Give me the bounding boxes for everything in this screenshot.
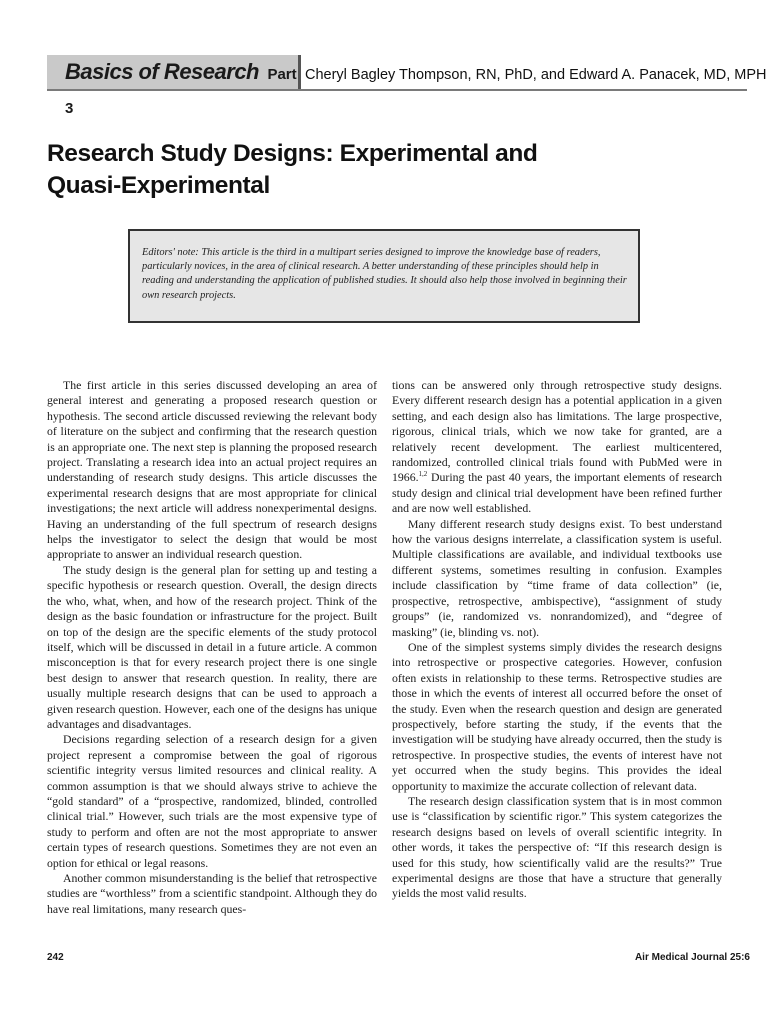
paragraph: The research design classification system that is in most common use is “classification by scientific rigor.” This system categorizes the research designs based on levels of overall scientific integrity. In other words, it takes the perspective of: “If this research design is used for this study, how scientifically valid are the results?” True experimental designs are those that have a structure that generally yields the most valid results.	[392, 793, 722, 901]
paragraph: The first article in this series discussed developing an area of general interest and generating a proposed research question or hypothesis. The second article discussed reviewing the relevant body of literature on the subject and confirming that the research question is an appropriate one. The next step is planning the proposed research project. Translating a research idea into an actual project requires an understanding of research study designs. This article discusses the experimental research designs that are most appropriate for clinical investigations; the next article will address nonexperimental designs. Having an understanding of the full spectrum of research designs helps the investigator to select the design that would be most appropriate to answer an individual research question.	[47, 378, 377, 562]
paragraph: One of the simplest systems simply divides the research designs into retrospective or prospective categories. However, confusion often exists in relationship to these terms. Retrospective studies are those in which the events of interest all occurred before the onset of the study. Even when the research question and design are generated prospectively, before starting the study, if the events that the investigation will be studying have already occurred, then the study is retrospective. In prospective studies, the events of interest have not yet occurred when the study begins. This provides the ideal opportunity to maximize the accurate collection of relevant data.	[392, 639, 722, 793]
journal-reference: Air Medical Journal 25:6	[634, 952, 750, 963]
paragraph: Decisions regarding selection of a research design for a given project represent a compromise between the goal of rigorous scientific integrity versus limited resources and clinical reality. A common assumption is that we should always strive to achieve the “gold standard” of a “prospective, randomized, blinded, controlled clinical trial.” However, such trials are the most expensive type of study to perform and often are not the most appropriate to answer certain types of research questions. Sometimes they are not even an option for ethical or legal reasons.	[47, 732, 377, 870]
paragraph: Another common misunderstanding is the belief that retrospective studies are “worthless” from a scientific standpoint. Although they do have real limitations, many research ques-	[47, 871, 377, 916]
series-tab	[47, 55, 301, 117]
paragraph-text: tions can be answered only through retrospective study designs. Every different research design has a potential application in a given setting, and each design also has limitations. The large prospective, rigorous, clinical trials, which we now take for granted, are a relatively recent development. The earliest multicentered, randomized, controlled clinical trials found with PubMed were in 1966.	[392, 378, 722, 485]
paragraph-text: During the past 40 years, the important elements of research study design and clinical trial development have been refined further and are now well established.	[392, 470, 722, 516]
paragraph-continued	[392, 378, 722, 517]
paragraph: The study design is the general plan for setting up and testing a specific hypothesis or research question. Overall, the design directs the who, what, when, and how of the research project. Think of the design as the basic foundation or infrastructure for the project. Built on top of the design are the specific elements of the study protocol itself, which will be discussed in detail in a future article. A common misconception is that for every research project there is one single best design to answer that research question. In reality, there are usually multiple research designs that can be used to approach a given research question. However, each one of the designs has unique advantages and disadvantages.	[47, 562, 377, 731]
series-title: Basics of Research	[65, 59, 259, 84]
article-title	[47, 138, 707, 202]
left-column	[47, 378, 377, 917]
citation-superscript: 1,2	[418, 470, 428, 479]
editors-note-box	[128, 229, 640, 323]
page-number: 242	[47, 952, 64, 963]
editors-note: Editors' note: This article is the third in a multipart series designed to improve the knowledge base of readers, particularly novices, in the area of clinical research. A better understanding of these principles should help in reading and understanding the application of published studies. It should also help those involved in beginning their own research projects.	[142, 247, 627, 301]
paragraph: Many different research study designs exist. To best understand how the various designs interrelate, a classification system is useful. Multiple classifications are available, and individual textbooks use different systems, sometimes resulting in confusion. Examples include classification by “time frame of data collection” (ie, prospective, retrospective, ambispective), “assignment of study groups” (ie, randomized vs. nonrandomized), and “degree of masking” (ie, blinding vs. not).	[392, 516, 722, 639]
series-part: Part 3	[65, 66, 297, 117]
series-header	[47, 55, 767, 117]
authors-byline: Cheryl Bagley Thompson, RN, PhD, and Edward A. Panacek, MD, MPH	[305, 67, 767, 83]
article-title-line-1: Research Study Designs: Experimental and	[47, 140, 538, 167]
right-column	[392, 378, 722, 902]
article-title-line-2: Quasi-Experimental	[47, 172, 270, 199]
header-rule	[47, 89, 747, 91]
